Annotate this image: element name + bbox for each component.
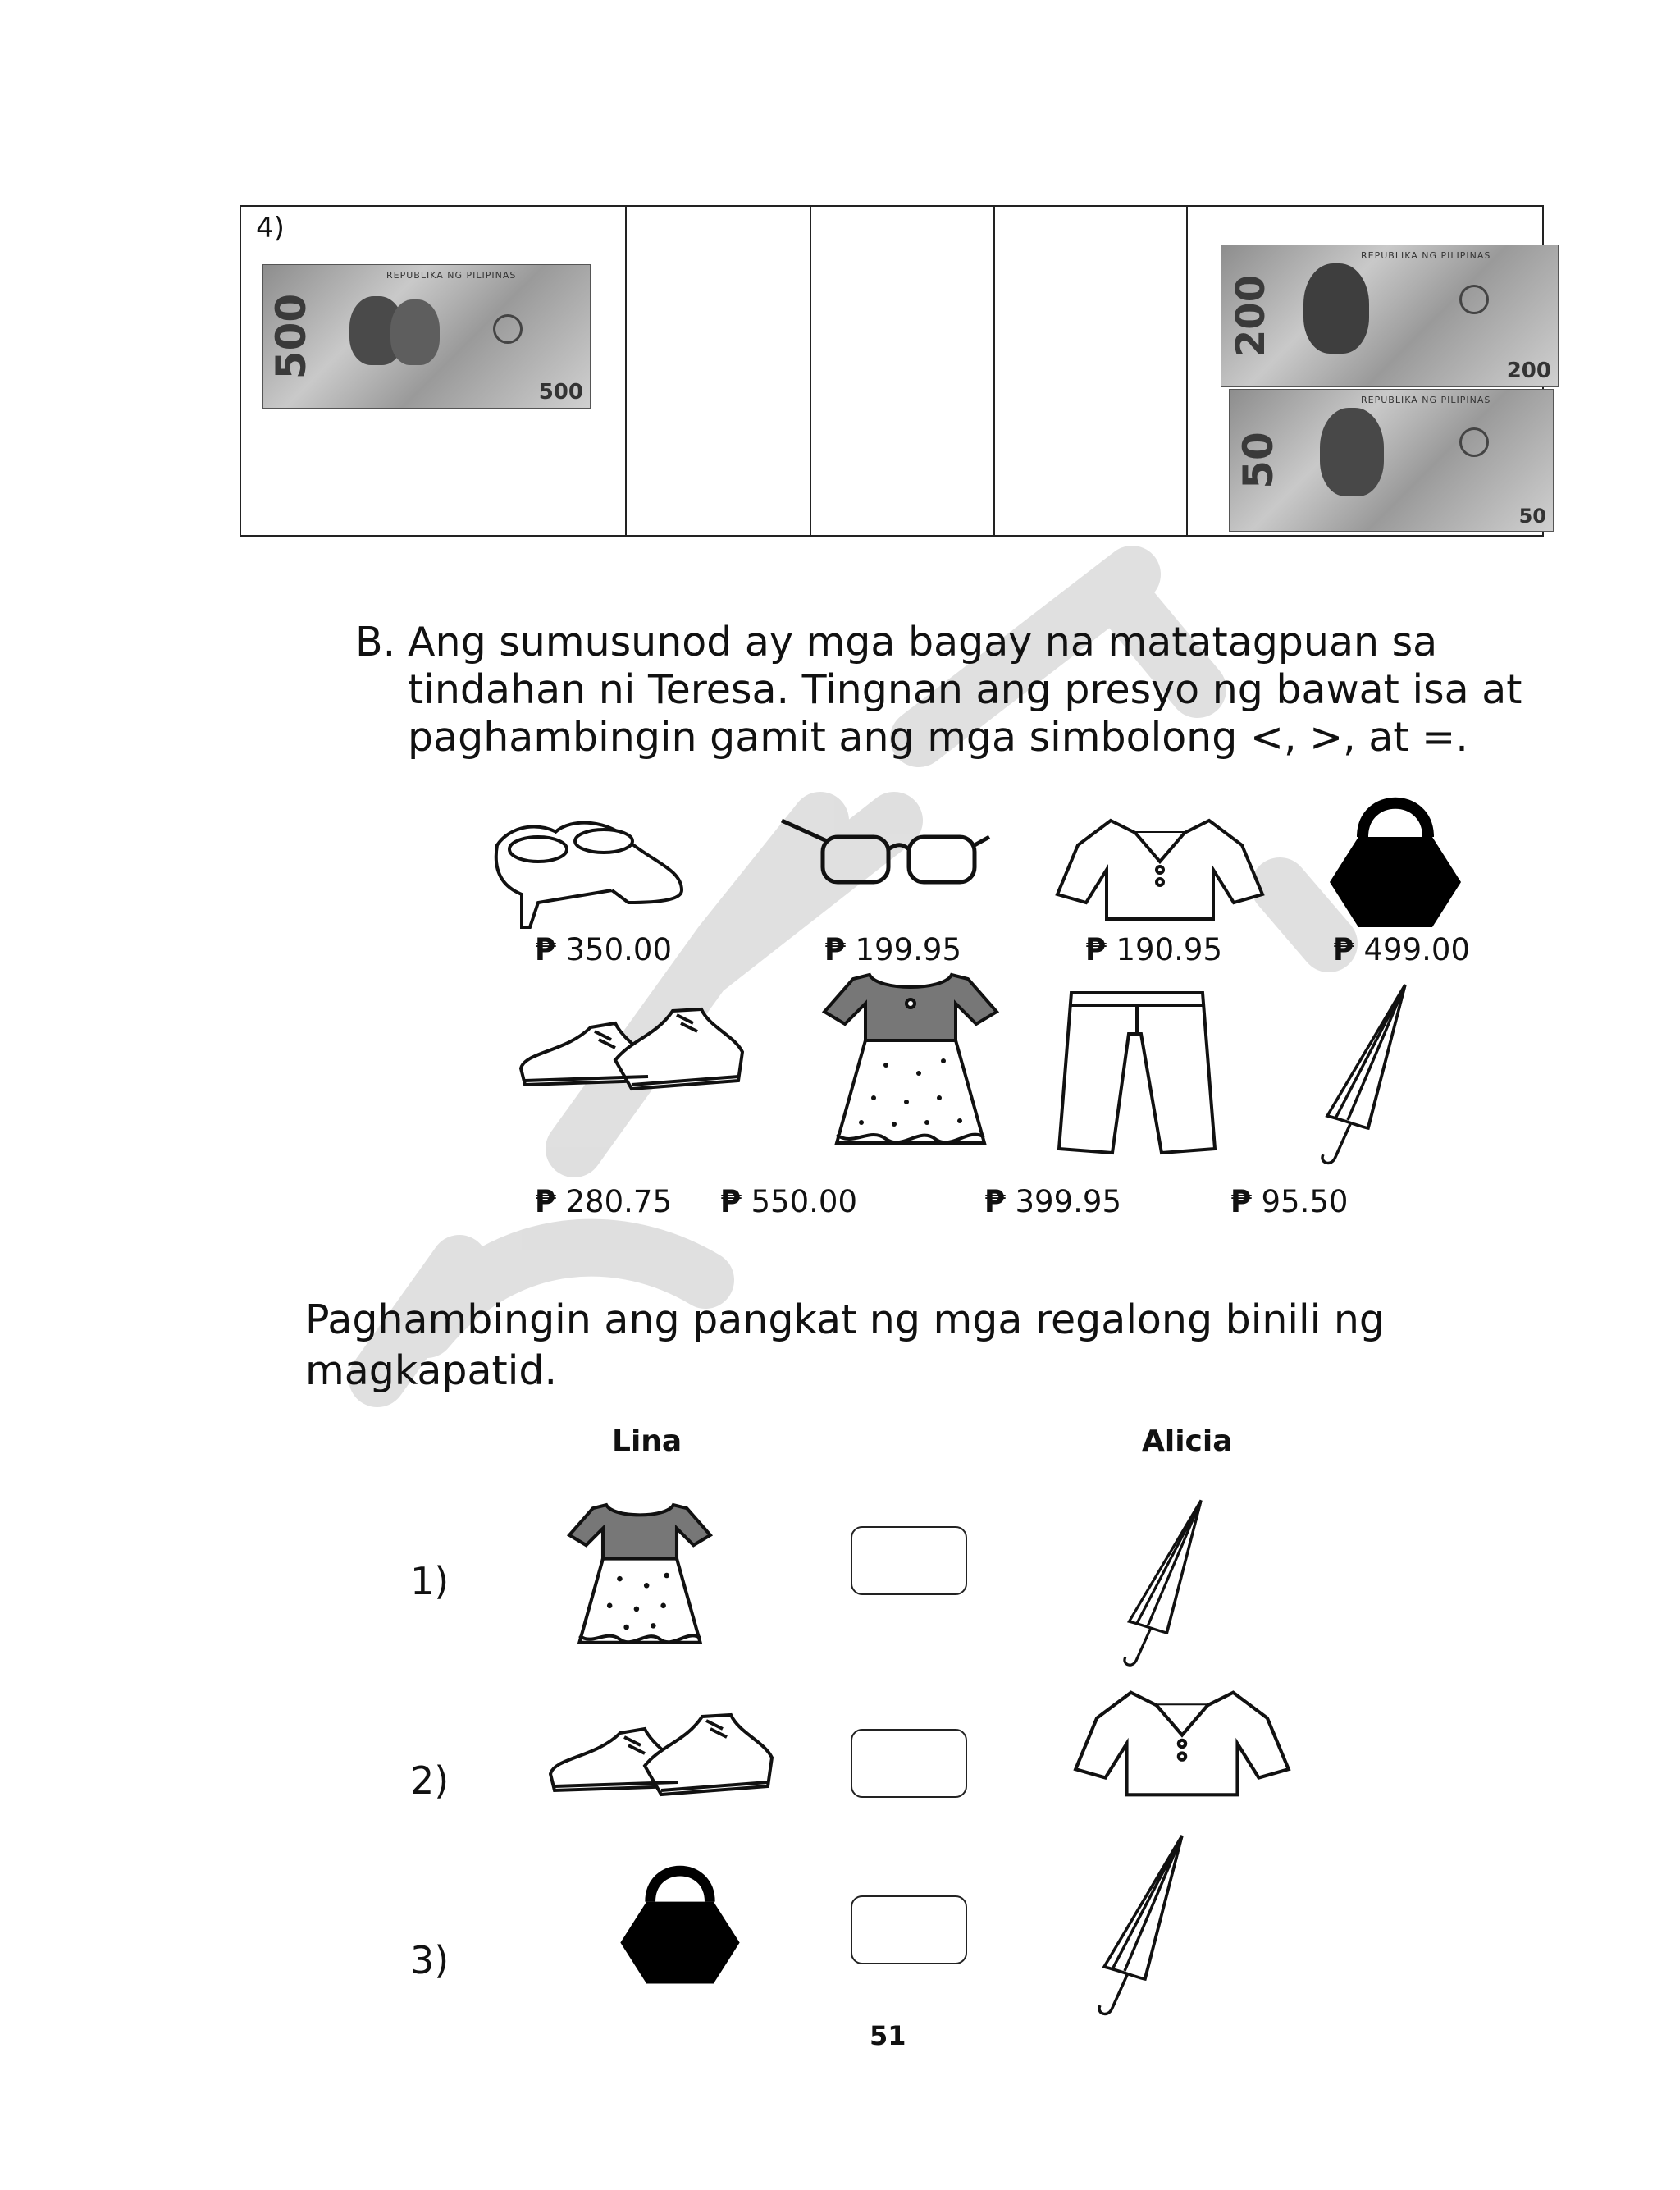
row-label: 4): [256, 212, 285, 245]
banknote-50: [1229, 389, 1554, 532]
comparison-answer-box[interactable]: [851, 1526, 967, 1595]
page-number: 51: [870, 2020, 906, 2051]
eyeglasses-icon: [778, 812, 991, 894]
price-label: ₱ 190.95: [1085, 932, 1222, 967]
bill-denomination-small: 500: [538, 380, 583, 405]
seal-icon: [1459, 285, 1489, 314]
sneakers-icon: [546, 1708, 776, 1807]
portrait-icon: [1320, 408, 1384, 496]
table-divider: [993, 207, 995, 535]
row-number: 2): [410, 1758, 450, 1803]
banknote-200: [1221, 245, 1559, 387]
bill-denomination-small: 50: [1518, 505, 1546, 528]
price-label: ₱ 399.95: [984, 1184, 1121, 1219]
blouse-icon: [1071, 1682, 1293, 1805]
bill-bank-name: REPUBLIKA NG PILIPINAS: [386, 270, 517, 281]
comparison-answer-box[interactable]: [851, 1895, 967, 1964]
column-header-alicia: Alicia: [1142, 1424, 1233, 1458]
bill-denomination: 200: [1228, 274, 1275, 358]
price-label: ₱ 499.00: [1333, 932, 1470, 967]
blouse-icon: [1053, 812, 1267, 927]
table-divider: [625, 207, 627, 535]
instruction-line: paghambingin gamit ang mga simbolong <, >, at =.: [408, 714, 1468, 761]
row-number: 3): [410, 1938, 450, 1982]
instruction-line: Ang sumusunod ay mga bagay na matatagpuan sa: [408, 619, 1438, 665]
bill-bank-name: REPUBLIKA NG PILIPINAS: [1361, 395, 1491, 405]
bill-bank-name: REPUBLIKA NG PILIPINAS: [1361, 250, 1491, 261]
bill-denomination: 50: [1234, 432, 1282, 489]
comparison-answer-box[interactable]: [851, 1729, 967, 1798]
sneakers-icon: [517, 1003, 746, 1101]
banknote-500: [262, 264, 591, 409]
umbrella-icon: [1311, 981, 1418, 1169]
price-label: ₱ 199.95: [824, 932, 961, 967]
instruction-line: tindahan ni Teresa. Tingnan ang presyo ng bawat isa at: [408, 666, 1522, 713]
portrait-icon: [390, 299, 440, 365]
portrait-icon: [1303, 263, 1369, 354]
price-label: ₱ 95.50: [1230, 1184, 1349, 1219]
bill-denomination-small: 200: [1506, 359, 1551, 383]
umbrella-icon: [1114, 1489, 1212, 1678]
instruction-line: magkapatid.: [305, 1347, 558, 1394]
row-number: 1): [410, 1559, 450, 1603]
price-label: ₱ 350.00: [535, 932, 672, 967]
pants-icon: [1055, 985, 1219, 1157]
seal-icon: [493, 314, 523, 344]
seal-icon: [1459, 427, 1489, 457]
handbag-icon: [610, 1849, 750, 1987]
bill-denomination: 500: [267, 293, 316, 380]
table-divider: [1186, 207, 1188, 535]
dress-icon: [820, 967, 1001, 1155]
handbag-icon: [1326, 780, 1465, 931]
instruction-line: Paghambingin ang pangkat ng mga regalong binili ng: [305, 1296, 1385, 1343]
table-divider: [810, 207, 811, 535]
section-letter: B.: [355, 619, 396, 665]
dress-icon: [566, 1493, 714, 1657]
umbrella-icon: [1088, 1831, 1194, 2020]
column-header-lina: Lina: [612, 1424, 682, 1458]
price-label: ₱ 550.00: [720, 1184, 857, 1219]
price-label: ₱ 280.75: [535, 1184, 672, 1219]
heels-icon: [489, 812, 686, 927]
